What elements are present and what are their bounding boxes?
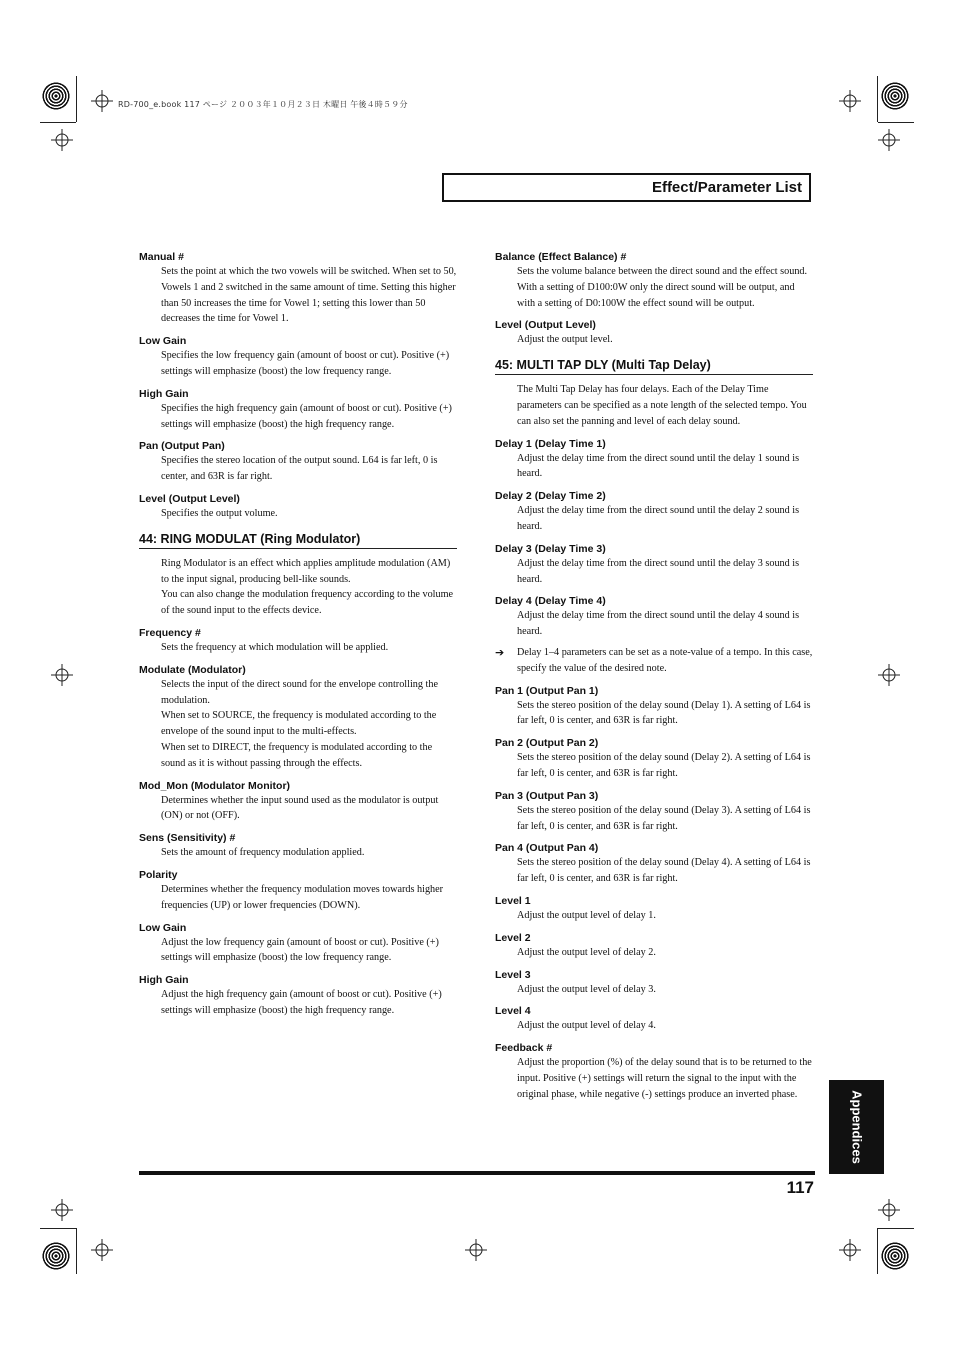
registration-bullseye-top-left bbox=[42, 82, 70, 110]
appendices-tab-label: Appendices bbox=[849, 1090, 864, 1164]
param-term: High Gain bbox=[139, 387, 189, 400]
param-term: Delay 4 (Delay Time 4) bbox=[495, 595, 606, 608]
registration-bullseye-top-right bbox=[881, 82, 909, 110]
crop-mark bbox=[878, 122, 914, 123]
crosshair-mark-icon bbox=[91, 1239, 113, 1261]
crosshair-mark-icon bbox=[839, 1239, 861, 1261]
param-term: Delay 3 (Delay Time 3) bbox=[495, 542, 606, 555]
param-desc: Sets the amount of frequency modulation applied. bbox=[161, 847, 365, 859]
param-desc: Sets the stereo position of the delay sound (Delay 4). A setting of L64 is far left, 0 is center, and 63R is far right. bbox=[517, 857, 811, 885]
print-header: RD-700_e.book 117 ページ ２００３年１０月２３日 木曜日 午後４時５９分 bbox=[118, 100, 408, 109]
param-desc: Specifies the low frequency gain (amount of boost or cut). Positive (+) settings will emphasize (boost) the low frequency range. bbox=[161, 350, 450, 377]
param-term: Pan 3 (Output Pan 3) bbox=[495, 789, 599, 802]
param-desc: Adjust the high frequency gain (amount of boost or cut). Positive (+) settings will emphasize (boost) the high frequency range. bbox=[161, 989, 442, 1016]
crop-mark bbox=[877, 76, 878, 122]
param-desc: Adjust the delay time from the direct sound until the delay 3 sound is heard. bbox=[517, 557, 800, 585]
param-term: Balance (Effect Balance) # bbox=[495, 251, 627, 263]
crosshair-mark-icon bbox=[51, 129, 73, 151]
param-desc: Adjust the delay time from the direct sound until the delay 4 sound is heard. bbox=[517, 610, 800, 638]
crosshair-mark-icon bbox=[91, 90, 113, 112]
crop-mark bbox=[40, 1228, 76, 1229]
param-term: Feedback # bbox=[495, 1042, 553, 1055]
param-term: Pan 1 (Output Pan 1) bbox=[495, 684, 599, 697]
param-term: High Gain bbox=[139, 974, 189, 987]
param-term: Mod_Mon (Modulator Monitor) bbox=[139, 779, 291, 792]
param-desc: Determines whether the input sound used as the modulator is output (ON) or not (OFF). bbox=[161, 794, 439, 822]
param-desc: Sets the stereo position of the delay sound (Delay 1). A setting of L64 is far left, 0 is center, and 63R is far right. bbox=[517, 699, 811, 727]
registration-bullseye-bottom-left bbox=[42, 1242, 70, 1270]
crop-mark bbox=[40, 122, 76, 123]
param-desc: Adjust the output level of delay 3. bbox=[517, 983, 656, 995]
crop-mark bbox=[877, 1228, 878, 1274]
note-block bbox=[495, 645, 813, 677]
crosshair-mark-icon bbox=[878, 664, 900, 686]
note-text: Delay 1–4 parameters can be set as a note-value of a tempo. In this case, specify the value of the desired note. bbox=[517, 646, 813, 674]
page-number: 117 bbox=[786, 1178, 814, 1197]
param-term: Level 2 bbox=[495, 931, 531, 944]
param-desc: When set to DIRECT, the frequency is modulated according to the sound as it is without passing through the effects. bbox=[161, 741, 433, 769]
section-intro: The Multi Tap Delay has four delays. Each of the Delay Time parameters can be specified as a note length of the selected tempo. You can also set the panning and level of each delay sound. bbox=[517, 384, 807, 427]
crosshair-mark-icon bbox=[878, 129, 900, 151]
param-term: Modulate (Modulator) bbox=[139, 663, 246, 676]
param-desc: Sets the frequency at which modulation will be applied. bbox=[161, 641, 389, 653]
param-term: Delay 1 (Delay Time 1) bbox=[495, 437, 606, 450]
param-term: Manual # bbox=[139, 251, 184, 263]
crosshair-mark-icon bbox=[839, 90, 861, 112]
param-desc: Determines whether the frequency modulation moves towards higher frequencies (UP) or lower frequencies (DOWN). bbox=[161, 883, 444, 911]
page-title: Effect/Parameter List bbox=[651, 179, 802, 196]
crosshair-mark-icon bbox=[51, 1199, 73, 1221]
param-desc: Specifies the high frequency gain (amount of boost or cut). Positive (+) settings will emphasize (boost) the high frequency range. bbox=[161, 402, 452, 430]
param-desc: With a setting of D100:0W only the direct sound will be output, and with a setting of D0:100W the effect sound will be output. bbox=[517, 281, 795, 309]
param-desc: Adjust the output level. bbox=[517, 334, 613, 346]
param-desc: Adjust the proportion (%) of the delay sound that is to be returned to the input. Positive (+) settings will return the signal to the input with the original phase, while negative (-) settings produce an inverted phase. bbox=[517, 1057, 812, 1100]
param-desc: Adjust the output level of delay 4. bbox=[517, 1020, 656, 1032]
param-desc: Sets the point at which the two vowels will be switched. When set to 50, Vowels 1 and 2 switched in the same amount of time. Setting this higher than 50 increases the time for Vowel 1; setting this lower than 50 decreases the time for Vowel 1. bbox=[161, 266, 457, 325]
param-term: Sens (Sensitivity) # bbox=[139, 832, 236, 845]
param-term: Pan 4 (Output Pan 4) bbox=[495, 842, 599, 855]
section-intro: Ring Modulator is an effect which applies amplitude modulation (AM) to the input signal, producing bell-like sounds. bbox=[161, 557, 451, 585]
param-desc: Sets the stereo position of the delay sound (Delay 3). A setting of L64 is far left, 0 is center, and 63R is far right. bbox=[517, 804, 811, 832]
param-term: Pan 2 (Output Pan 2) bbox=[495, 737, 599, 750]
crop-mark bbox=[76, 76, 77, 122]
param-term: Level 1 bbox=[495, 894, 531, 907]
param-term: Delay 2 (Delay Time 2) bbox=[495, 490, 606, 503]
section-intro: You can also change the modulation frequency according to the volume of the sound input to the effects device. bbox=[161, 589, 454, 617]
param-term: Level (Output Level) bbox=[139, 492, 240, 505]
registration-bullseye-bottom-right bbox=[881, 1242, 909, 1270]
param-desc: Adjust the low frequency gain (amount of boost or cut). Positive (+) settings will emphasize (boost) the low frequency range. bbox=[161, 936, 439, 964]
param-desc: Sets the stereo position of the delay sound (Delay 2). A setting of L64 is far left, 0 is center, and 63R is far right. bbox=[517, 752, 811, 779]
param-term: Pan (Output Pan) bbox=[139, 440, 225, 453]
section-heading-44: 44: RING MODULAT (Ring Modulator) bbox=[139, 532, 457, 549]
param-term: Polarity bbox=[139, 868, 178, 881]
param-term: Level 3 bbox=[495, 968, 531, 981]
param-desc: Adjust the output level of delay 1. bbox=[517, 909, 656, 921]
param-desc: Specifies the stereo location of the output sound. L64 is far left, 0 is center, and 63R is far right. bbox=[161, 455, 438, 483]
left-column bbox=[139, 250, 457, 1019]
param-desc: Adjust the delay time from the direct sound until the delay 1 sound is heard. bbox=[517, 452, 800, 480]
param-desc: Adjust the output level of delay 2. bbox=[517, 946, 656, 958]
param-desc: Selects the input of the direct sound for the envelope controlling the modulation. bbox=[161, 678, 438, 706]
crop-mark bbox=[76, 1228, 77, 1274]
right-column bbox=[495, 250, 813, 1103]
param-term: Level (Output Level) bbox=[495, 319, 596, 332]
crop-mark bbox=[878, 1228, 914, 1229]
appendices-tab bbox=[829, 1080, 884, 1174]
crosshair-mark-icon bbox=[878, 1199, 900, 1221]
param-term: Level 4 bbox=[495, 1005, 531, 1018]
crosshair-mark-icon bbox=[51, 664, 73, 686]
page-title-box bbox=[442, 173, 811, 202]
section-heading-45: 45: MULTI TAP DLY (Multi Tap Delay) bbox=[495, 358, 813, 375]
param-desc: Sets the volume balance between the direct sound and the effect sound. bbox=[517, 266, 808, 277]
footer-rule bbox=[139, 1171, 815, 1175]
param-desc: When set to SOURCE, the frequency is modulated according to the envelope of the sound input to the multi-effects. bbox=[161, 710, 437, 738]
param-desc: Adjust the delay time from the direct sound until the delay 2 sound is heard. bbox=[517, 505, 800, 532]
param-term: Frequency # bbox=[139, 626, 201, 639]
param-term: Low Gain bbox=[139, 335, 187, 348]
crosshair-mark-icon bbox=[465, 1239, 487, 1261]
arrow-note-icon: ➔ bbox=[495, 645, 505, 659]
param-desc: Specifies the output volume. bbox=[161, 507, 278, 519]
param-term: Low Gain bbox=[139, 921, 187, 934]
